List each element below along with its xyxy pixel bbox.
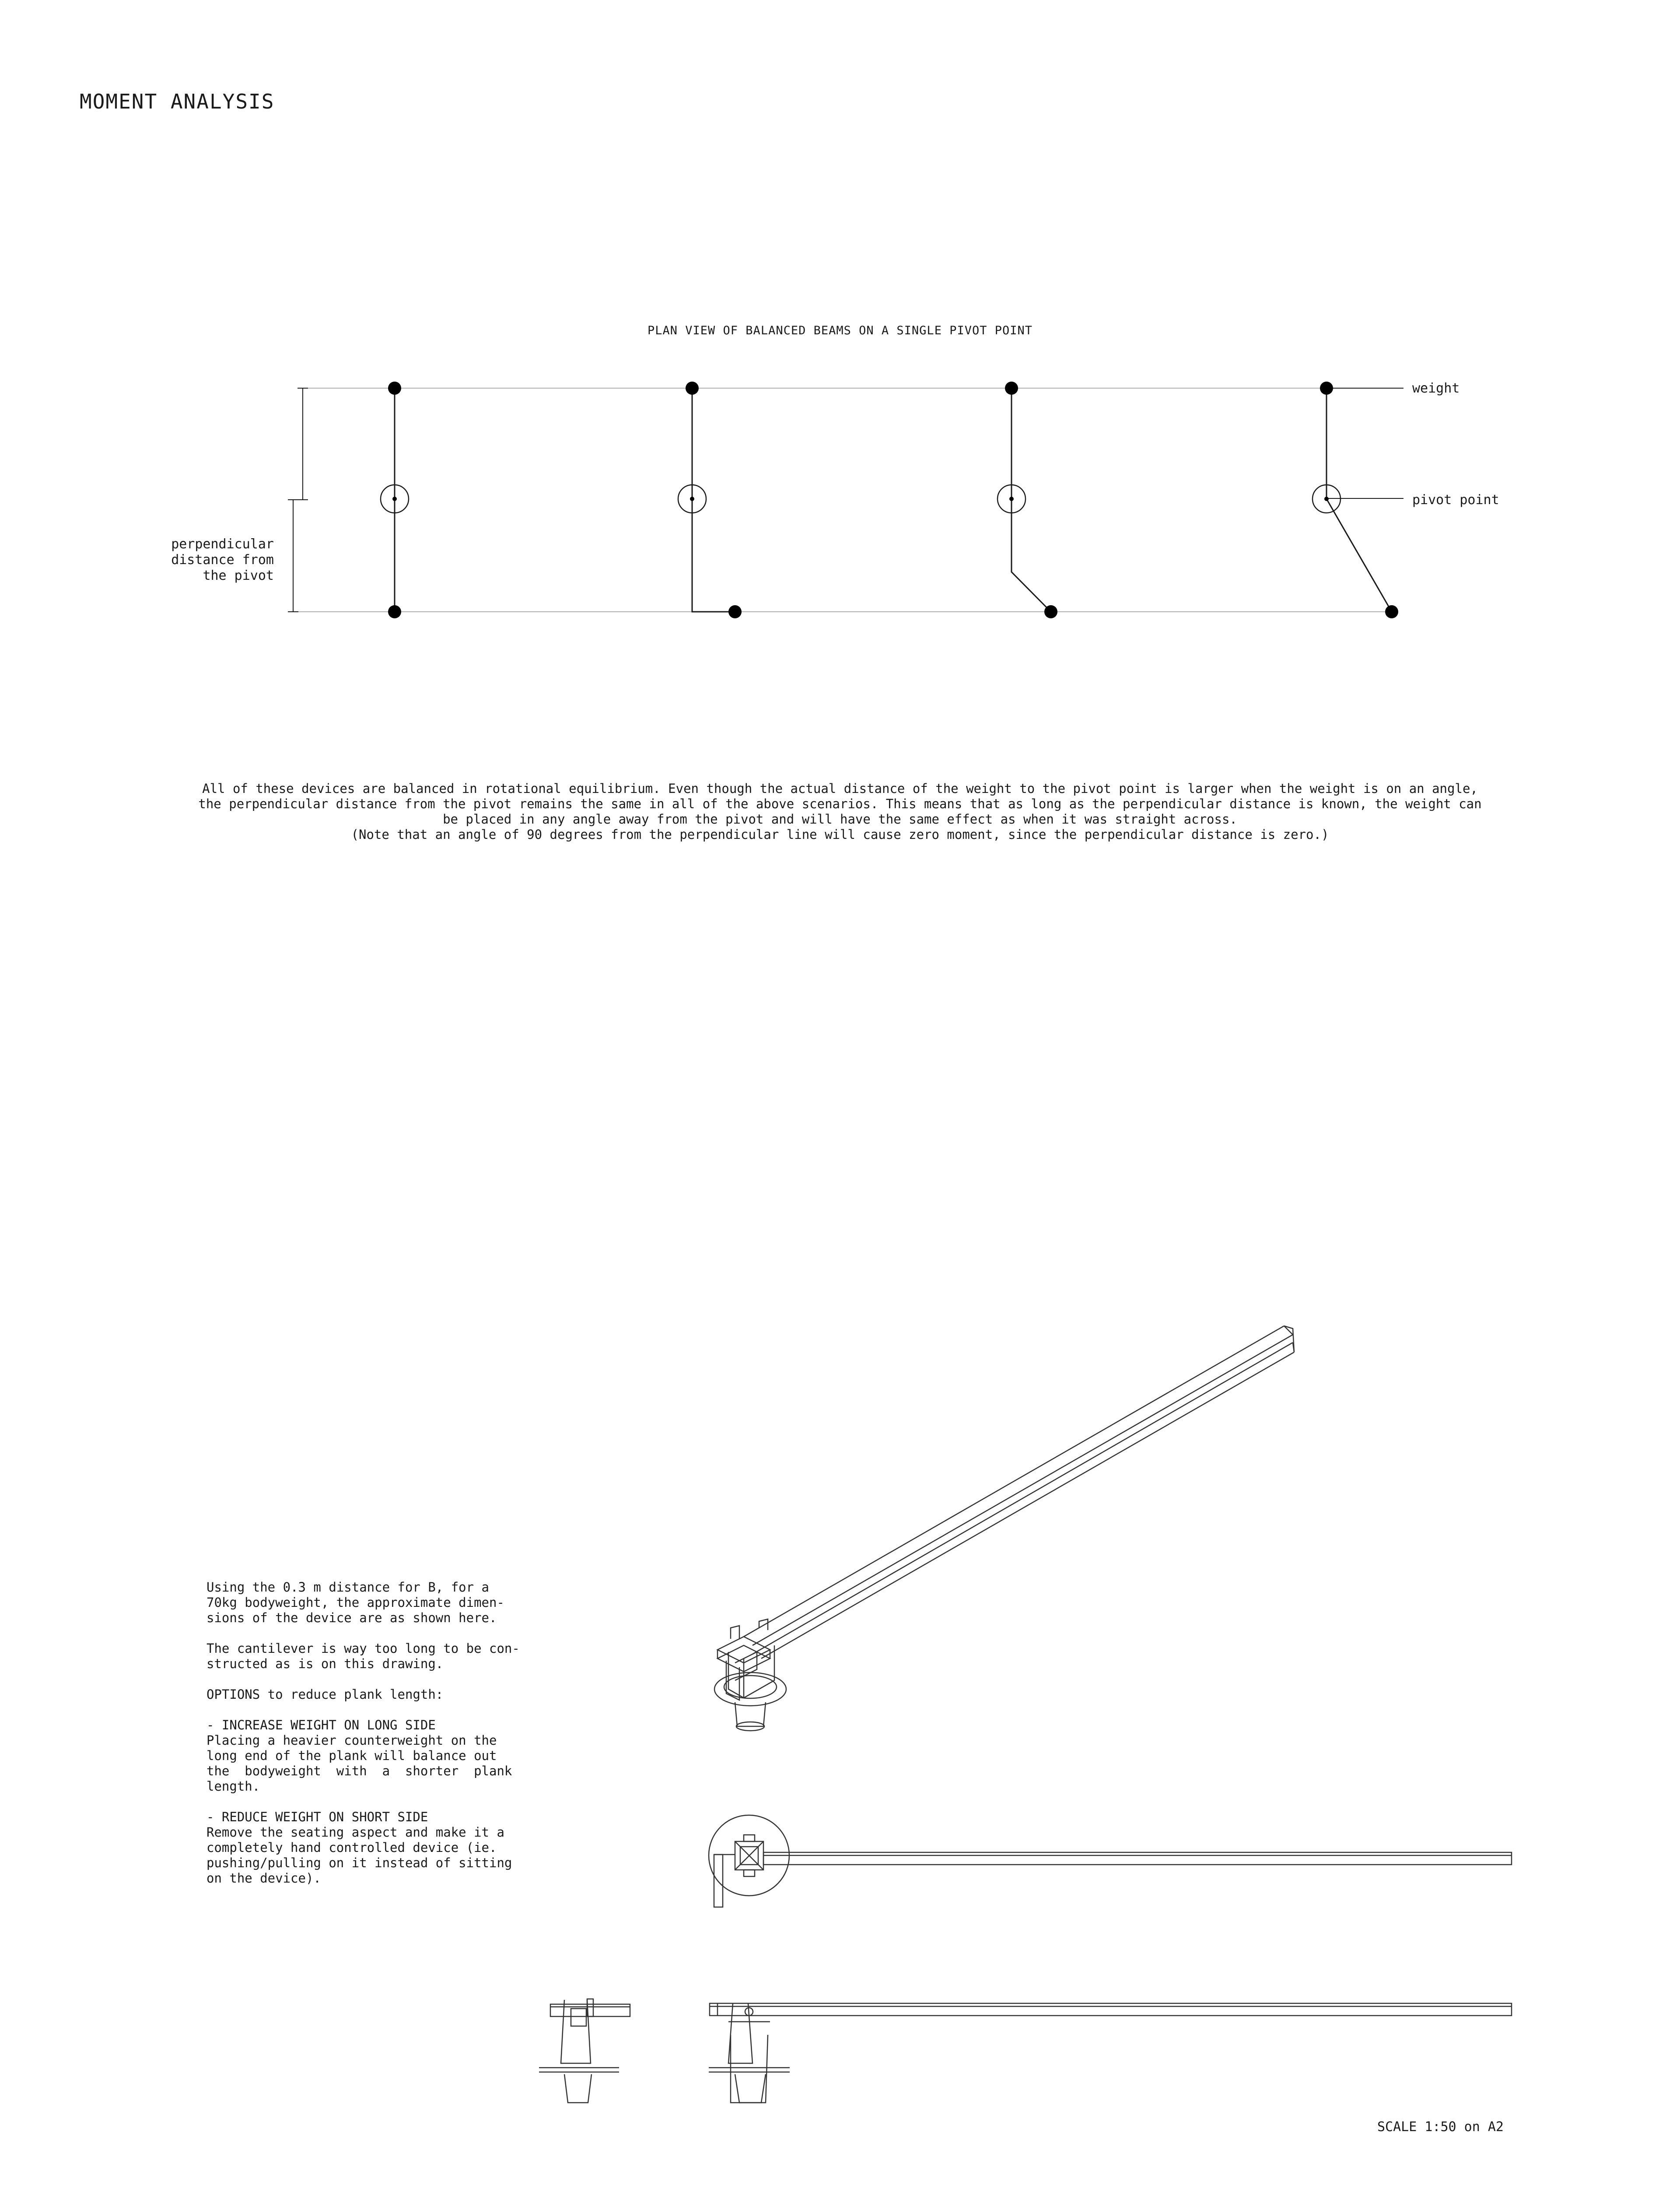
note-dimensions: Using the 0.3 m distance for B, for a 70kg bodyweight, the approximate dimen- sions of the device are as shown here. [206,1580,504,1625]
pivot-circle [678,485,706,513]
scale-note: SCALE 1:50 on A2 [1377,2119,1504,2135]
weight-dot [1320,382,1333,395]
beam-shallow-angle [998,388,1051,612]
device-side-elevation [709,2003,1512,2103]
beam-straight [381,388,409,612]
device-plan-view [709,1815,1512,1907]
weight-label: weight [1412,381,1460,396]
pivot-circle [998,485,1026,513]
device-notes [206,1580,520,1901]
note-option-reduce-weight: - REDUCE WEIGHT ON SHORT SIDE Remove the seating aspect and make it a completely hand controlled device (ie. pushing/pulling on it instead of sitting on the device). [206,1809,512,1886]
page-title: MOMENT ANALYSIS [80,90,275,113]
dimension-marks [288,388,308,612]
weight-dot [388,382,401,395]
note-cantilever: The cantilever is way too long to be con- structed as is on this drawing. [206,1641,520,1671]
counterweight-dot [1385,605,1398,618]
note-options-heading: OPTIONS to reduce plank length: [206,1687,444,1702]
perpendicular-distance-label: perpendicular distance from the pivot [171,536,274,583]
plan-view-title: PLAN VIEW OF BALANCED BEAMS ON A SINGLE PIVOT POINT [647,324,1033,337]
pivot-point-label: pivot point [1412,492,1499,508]
counterweight-dot [728,605,742,618]
device-isometric-view [714,1326,1294,1731]
beam-steep-angle [1312,388,1392,612]
explanation-text: All of these devices are balanced in rotational equilibrium. Even though the actual distance of the weight to the pivot point is larger when the weight is on an angle, the perpendicular distance from the pivot remains the same in all of the above scenarios. This means that as long as the perpendicular distance is known, the weight can be placed in any angle away from the pivot and will have the same effect as when it was straight across. (Note that an angle of 90 degrees from the perpendicular line will cause zero moment, since the perpendicular distance is zero.) [198,781,1482,842]
note-option-increase-weight: - INCREASE WEIGHT ON LONG SIDE Placing a heavier counterweight on the long end of the plank will balance out the bodyweight with a shorter plank length. [206,1718,512,1794]
weight-dot [1005,382,1018,395]
pivot-circle [1312,485,1340,513]
counterweight-dot [1044,605,1057,618]
pivot-circle [381,485,409,513]
device-front-elevation [539,1999,630,2103]
counterweight-dot [388,605,401,618]
beam-right-angle [678,388,735,612]
weight-dot [686,382,699,395]
